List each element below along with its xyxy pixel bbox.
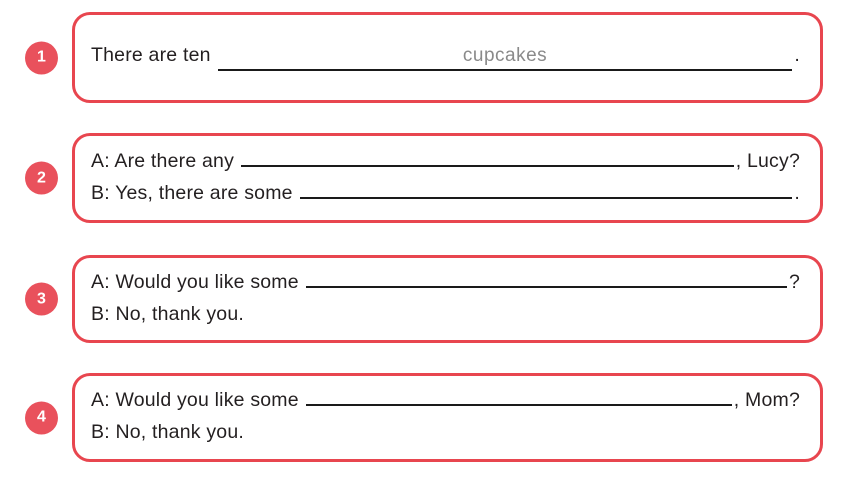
sentence-text: B: No, thank you. bbox=[91, 302, 244, 325]
exercise-item-4 bbox=[37, 373, 823, 462]
item-number-badge bbox=[25, 41, 58, 74]
dialogue-line-a bbox=[91, 269, 800, 295]
sentence-line bbox=[91, 42, 800, 71]
item-number-badge bbox=[25, 283, 58, 316]
exercise-box bbox=[72, 373, 823, 462]
dialogue-line-a bbox=[91, 148, 800, 174]
exercise-box bbox=[72, 255, 823, 343]
sentence-text: B: Yes, there are some bbox=[91, 181, 293, 204]
exercise-item-3 bbox=[37, 255, 823, 343]
dialogue-line-b bbox=[91, 419, 800, 445]
sentence-text: A: Would you like some bbox=[91, 271, 299, 294]
sentence-punctuation: , Mom? bbox=[733, 389, 800, 412]
sentence-text: B: No, thank you. bbox=[91, 421, 244, 444]
exercise-item-1 bbox=[37, 12, 823, 103]
dialogue-line-a bbox=[91, 387, 800, 413]
sentence-punctuation: . bbox=[794, 181, 800, 204]
fill-in-blank[interactable] bbox=[218, 42, 793, 71]
item-number: 2 bbox=[37, 169, 46, 186]
dialogue-line-b bbox=[91, 180, 800, 206]
exercise-box bbox=[72, 133, 823, 223]
item-number: 3 bbox=[37, 290, 46, 307]
exercise-box bbox=[72, 12, 823, 103]
sentence-punctuation: . bbox=[794, 44, 800, 67]
item-number: 1 bbox=[37, 48, 46, 66]
item-number-badge bbox=[25, 401, 58, 434]
blank-answer-text: cupcakes bbox=[462, 45, 548, 67]
dialogue-line-b bbox=[91, 301, 800, 327]
sentence-text: A: Are there any bbox=[91, 149, 235, 172]
fill-in-blank[interactable] bbox=[306, 286, 787, 288]
sentence-text: A: Would you like some bbox=[91, 389, 299, 412]
sentence-text: There are ten bbox=[91, 44, 211, 67]
item-number-badge bbox=[25, 162, 58, 195]
sentence-punctuation: ? bbox=[788, 271, 800, 294]
fill-in-blank[interactable] bbox=[300, 197, 793, 199]
item-number: 4 bbox=[37, 408, 46, 426]
fill-in-blank[interactable] bbox=[306, 404, 732, 406]
fill-in-blank[interactable] bbox=[241, 165, 734, 167]
exercise-item-2 bbox=[37, 133, 823, 223]
sentence-punctuation: , Lucy? bbox=[735, 149, 800, 172]
